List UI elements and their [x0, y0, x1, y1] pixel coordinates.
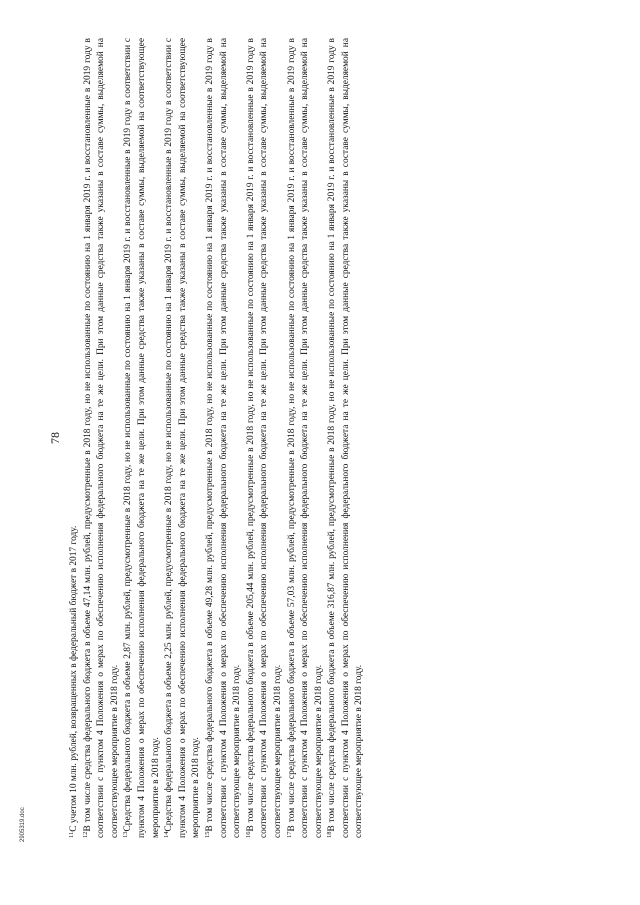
footnote: [245, 38, 286, 838]
footnote: [204, 38, 245, 838]
footnote: [286, 38, 327, 838]
footnote-text: В том числе средства федерального бюджета в объеме 316,87 млн. рублей, предусмотренные в 2018 году, но не использованные по состоянию на 1 января 2019 г. и восстановленные в 2019 году в соответствии с пунктом 4 Положения о мерах по обеспечению исполнения федерального бюджета на те же цели. При этом данные средства также указаны в составе суммы, выделяемой на соответствующее мероприятие в 2018 году.: [327, 38, 365, 838]
footnote-number: 14: [163, 831, 171, 838]
footnote-text: В том числе средства федерального бюджета в объеме 205,44 млн. рублей, предусмотренные в 2018 году, но не использованные по состоянию на 1 января 2019 г. и восстановленные в 2019 году в соответствии с пунктом 4 Положения о мерах по обеспечению исполнения федерального бюджета на те же цели. При этом данные средства также указаны в составе суммы, выделяемой на соответствующее мероприятие в 2018 году.: [245, 38, 283, 838]
footer: [20, 0, 30, 905]
footnote-number: 15: [203, 831, 211, 838]
footnotes-list: [68, 38, 367, 838]
footnote: [82, 38, 123, 838]
footnote-number: 18: [326, 831, 334, 838]
footnote-text: Средства федерального бюджета в объеме 2,87 млн. рублей, предусмотренные в 2018 году, но не использованные по состоянию на 1 января 2019 г. и восстановленные в 2019 году в соответствии с пунктом 4 Положения о мерах по обеспечению исполнения федерального бюджета на те же цели. При этом данные средства также указаны в составе суммы, выделяемой на соответствующее мероприятие в 2018 году.: [123, 38, 161, 838]
page-number: 78: [48, 432, 62, 444]
footnote-number: 17: [285, 831, 293, 838]
footnote-number: 16: [244, 831, 252, 838]
footnote: [68, 38, 82, 838]
footnote: [163, 38, 204, 838]
footnote-number: 11: [68, 831, 75, 838]
footnote-text: В том числе средства федерального бюджета в объеме 47,14 млн. рублей, предусмотренные в 2018 году, но не использованные по состоянию на 1 января 2019 г. и восстановленные в 2019 году в соответствии с пунктом 4 Положения о мерах по обеспечению исполнения федерального бюджета на те же цели. При этом данные средства также указаны в составе суммы, выделяемой на соответствующее мероприятие в 2018 году.: [82, 38, 120, 838]
document-id: 2905319.doc: [20, 807, 26, 842]
rotated-content: [48, 38, 408, 838]
footnote-number: 13: [122, 831, 130, 838]
footnote: [326, 38, 367, 838]
footnote-text: В том числе средства федерального бюджета в объеме 49,28 млн. рублей, предусмотренные в 2018 году, но не использованные по состоянию на 1 января 2019 г. и восстановленные в 2019 году в соответствии с пунктом 4 Положения о мерах по обеспечению исполнения федерального бюджета на те же цели. При этом данные средства также указаны в составе суммы, выделяемой на соответствующее мероприятие в 2018 году.: [204, 38, 243, 838]
footnote: [122, 38, 163, 838]
footnote-text: В том числе средства федерального бюджета в объеме 57,03 млн. рублей, предусмотренные в 2018 году, но не использованные по состоянию на 1 января 2019 г. и восстановленные в 2019 году в соответствии с пунктом 4 Положения о мерах по обеспечению исполнения федерального бюджета на те же цели. При этом данные средства также указаны в составе суммы, выделяемой на соответствующее мероприятие в 2018 году.: [286, 38, 324, 838]
footnote-text: Средства федерального бюджета в объеме 2,25 млн. рублей, предусмотренные в 2018 году, но не использованные по состоянию на 1 января 2019 г. и восстановленные в 2019 году в соответствии с пунктом 4 Положения о мерах по обеспечению исполнения федерального бюджета на те же цели. При этом данные средства также указаны в составе суммы, выделяемой на соответствующее мероприятие в 2018 году.: [164, 38, 202, 838]
footnote-text: С учетом 10 млн. рублей, возвращенных в федеральный бюджет в 2017 году.: [69, 525, 79, 832]
footnote-number: 12: [81, 831, 89, 838]
